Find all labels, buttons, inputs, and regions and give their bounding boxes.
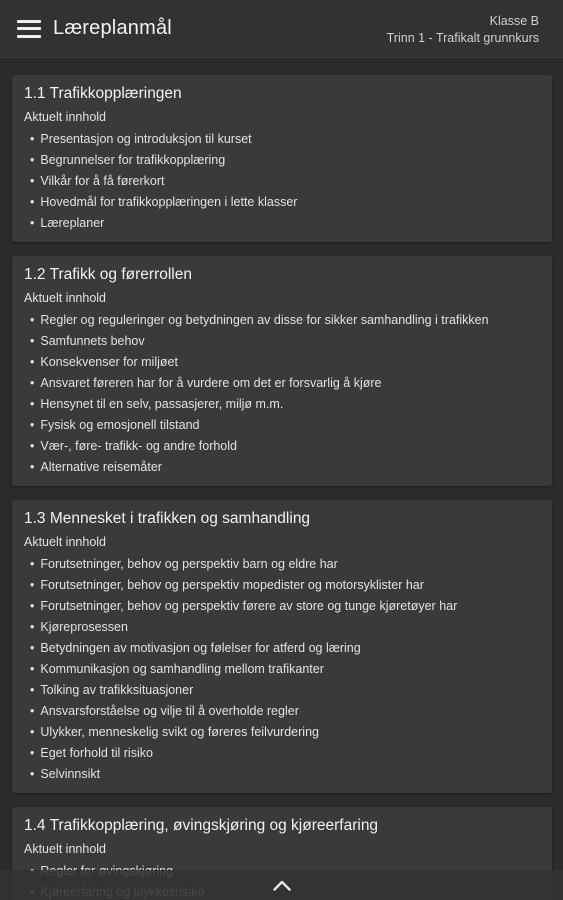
list-item: • Konsekvenser for miljøet [24,352,540,373]
list-item: • Presentasjon og introduksjon til kurset [24,129,540,150]
bottom-bar [0,870,563,900]
section-subtitle: Aktuelt innhold [24,535,107,549]
list-item: • Vær-, føre- trafikk- og andre forhold [24,436,540,457]
list-item: • Alternative reisemåter [24,457,540,478]
list-item: • Kjøreprosessen [24,617,540,638]
list-item: • Forutsetninger, behov og perspektiv førere av store og tunge kjøretøyer har [24,596,540,617]
list-item: • Vilkår for å få førerkort [24,171,540,192]
class-label: Klasse B [489,14,539,28]
list-item: • Ulykker, menneskelig svikt og føreres feilvurdering [24,722,540,743]
section-card [12,500,552,793]
section-subtitle: Aktuelt innhold [24,842,107,856]
list-item: • Selvinnsikt [24,764,540,785]
section-item-list [24,129,540,234]
page-title: Læreplanmål [53,17,172,39]
list-item: • Ansvarsforståelse og vilje til å overholde regler [24,701,540,722]
list-item: • Ansvaret føreren har for å vurdere om det er forsvarlig å kjøre [24,373,540,394]
list-item: • Begrunnelser for trafikkopplæring [24,150,540,171]
hamburger-menu-icon[interactable] [15,18,43,40]
list-item: • Hovedmål for trafikkopplæringen i lette klasser [24,192,540,213]
list-item: • Læreplaner [24,213,540,234]
list-item: • Betydningen av motivasjon og følelser for atferd og læring [24,638,540,659]
section-item-list [24,554,540,785]
list-item: • Tolking av trafikksituasjoner [24,680,540,701]
section-title: 1.4 Trafikkopplæring, øvingskjøring og kjøreerfaring [24,817,379,834]
list-item: • Hensynet til en selv, passasjerer, miljø m.m. [24,394,540,415]
section-card [12,256,552,486]
course-info [387,13,539,47]
section-subtitle: Aktuelt innhold [24,110,107,124]
list-item: • Regler og reguleringer og betydningen av disse for sikker samhandling i trafikken [24,310,540,331]
section-title: 1.1 Trafikkopplæringen [24,85,182,102]
section-subtitle: Aktuelt innhold [24,291,107,305]
list-item: • Eget forhold til risiko [24,743,540,764]
section-item-list [24,310,540,478]
list-item: • Forutsetninger, behov og perspektiv mopedister og motorsyklister har [24,575,540,596]
app-bar [0,0,563,58]
curriculum-list[interactable] [12,75,552,900]
list-item: • Forutsetninger, behov og perspektiv barn og eldre har [24,554,540,575]
section-title: 1.3 Mennesket i trafikken og samhandling [24,510,311,527]
list-item: • Kommunikasjon og samhandling mellom trafikanter [24,659,540,680]
section-title: 1.2 Trafikk og førerrollen [24,266,192,283]
list-item: • Samfunnets behov [24,331,540,352]
chevron-up-icon[interactable] [267,870,297,900]
list-item: • Fysisk og emosjonell tilstand [24,415,540,436]
course-label: Trinn 1 - Trafikalt grunnkurs [386,31,539,45]
section-card [12,75,552,242]
